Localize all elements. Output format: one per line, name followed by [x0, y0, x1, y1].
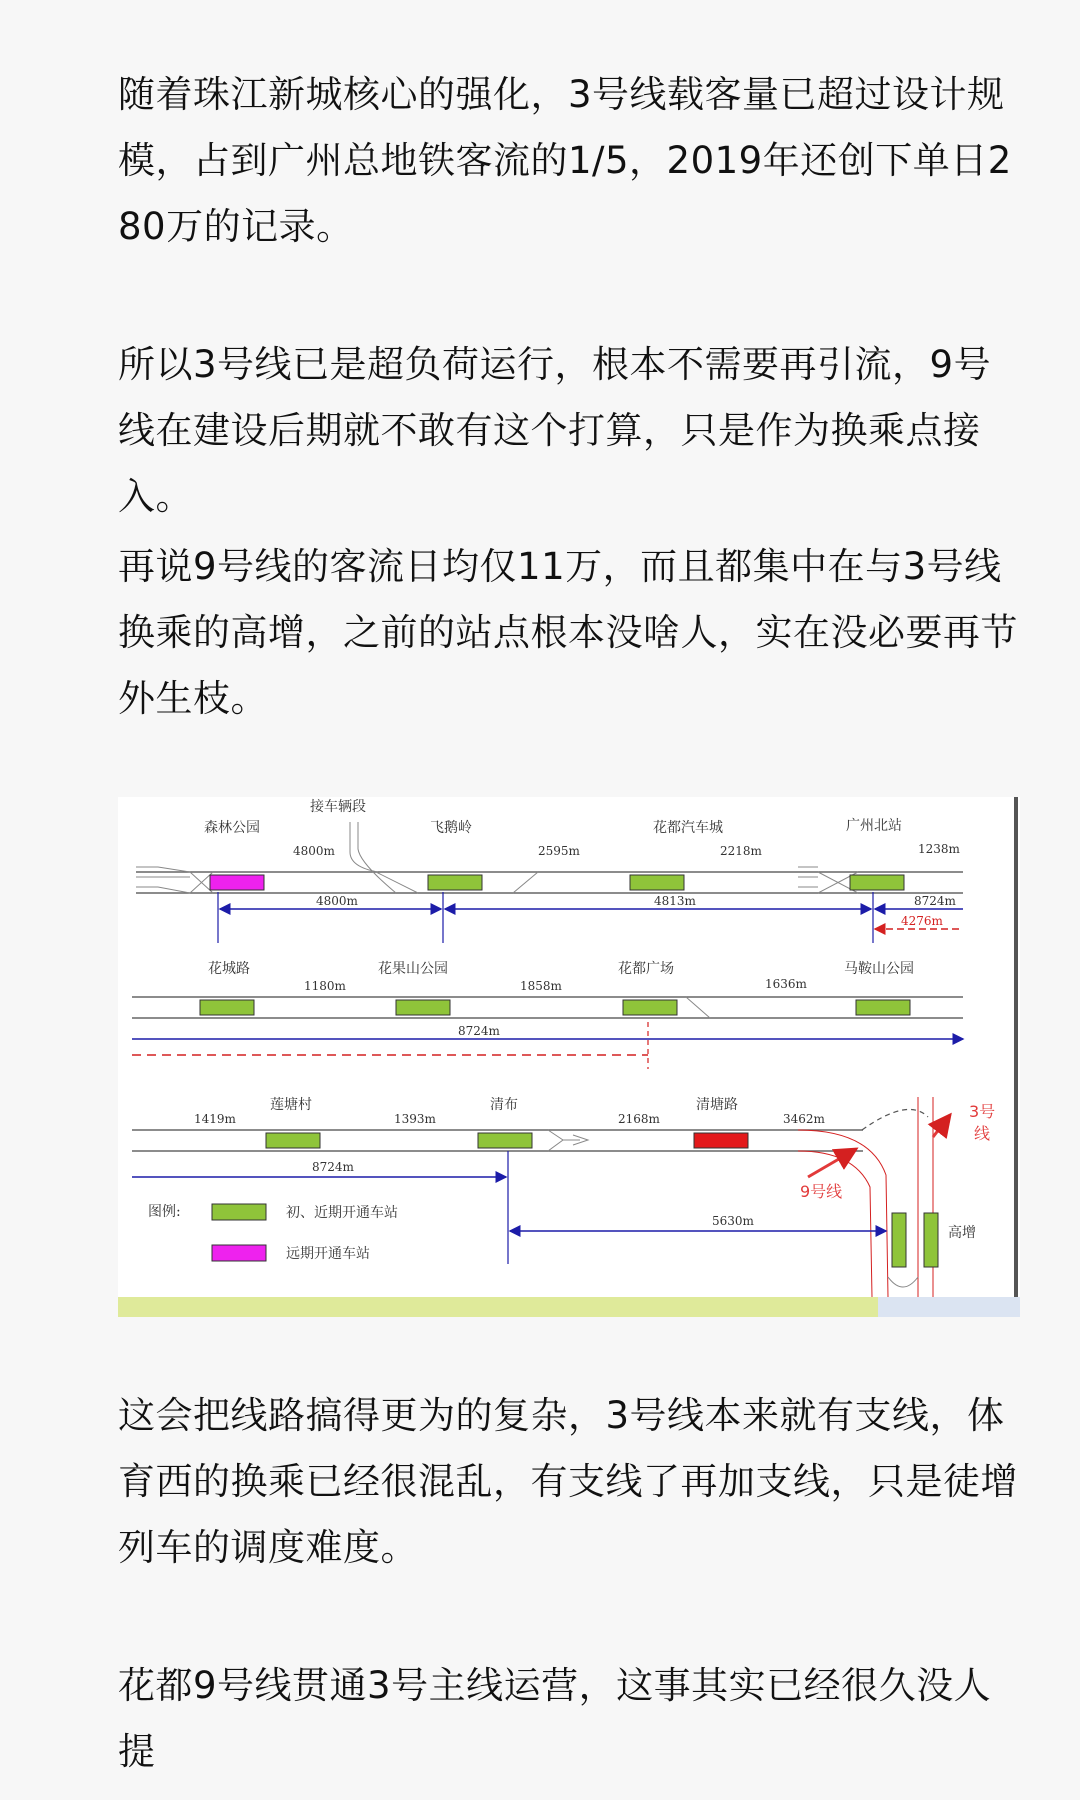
- station-maanshan: [856, 1000, 910, 1015]
- loop: [888, 1277, 918, 1287]
- dist-label: 1858m: [520, 979, 562, 993]
- station-huaduguangchang: [623, 1000, 677, 1015]
- paragraph-2: 所以3号线已是超负荷运行，根本不需要再引流，9号线在建设后期就不敢有这个打算，只是作为换乘点接入。: [118, 343, 992, 518]
- station-label-maanshan: 马鞍山公园: [844, 961, 914, 977]
- station-label-qingtanglu: 清塘路: [696, 1097, 738, 1113]
- bottom-band: [118, 1297, 878, 1317]
- station-huachenglu: [200, 1000, 254, 1015]
- dim-label: 4800m: [316, 894, 358, 908]
- station-label-huaguoshan: 花果山公园: [378, 961, 448, 977]
- station-label-huaduguangchang: 花都广场: [618, 961, 674, 977]
- station-label-gaozeng: 高增: [948, 1225, 976, 1241]
- switch-right: [798, 867, 858, 893]
- switch-left: [136, 867, 213, 893]
- dim-label-red: 4276m: [901, 914, 943, 928]
- dim-label: 8724m: [914, 894, 956, 908]
- row-1: [136, 798, 963, 943]
- station-huaguoshan: [396, 1000, 450, 1015]
- depot-track: [350, 822, 418, 893]
- legend-label-far: 远期开通车站: [286, 1246, 370, 1262]
- dim-label: 5630m: [712, 1214, 754, 1228]
- dist-label: 1419m: [194, 1112, 236, 1126]
- depot-label: 接车辆段: [310, 799, 366, 815]
- metro-line-diagram: [118, 797, 1020, 1317]
- station-label-huaduqichecheng: 花都汽车城: [653, 820, 723, 836]
- station-label-liantangcun: 莲塘村: [270, 1097, 312, 1113]
- bottom-band-right: [878, 1297, 1020, 1317]
- legend-swatch-far: [212, 1245, 266, 1261]
- dist-label: 2218m: [720, 844, 762, 858]
- dist-label: 2168m: [618, 1112, 660, 1126]
- paragraph-3: 再说9号线的客流日均仅11万，而且都集中在与3号线换乘的高增，之前的站点根本没啥人，实在没必要再节外生枝。: [118, 545, 1018, 720]
- dist-label: 3462m: [783, 1112, 825, 1126]
- station-gaozeng-3: [924, 1213, 938, 1267]
- dist-label: 2595m: [538, 844, 580, 858]
- dist-label: 1393m: [394, 1112, 436, 1126]
- station-label-senlin: 森林公园: [204, 820, 260, 836]
- line9-label: 9号线: [800, 1182, 843, 1201]
- line3-label-bottom: 线: [974, 1124, 991, 1143]
- dist-label: 4800m: [293, 844, 335, 858]
- dist-label: 1238m: [918, 842, 960, 856]
- station-qingbu: [478, 1133, 532, 1148]
- line3-arrow: [933, 1115, 950, 1137]
- legend-label-near: 初、近期开通车站: [286, 1205, 398, 1221]
- crossover: [686, 997, 710, 1018]
- diagram-svg: [118, 797, 1020, 1317]
- station-label-guangzhoubei: 广州北站: [846, 818, 902, 834]
- station-guangzhoubei: [850, 875, 904, 890]
- station-senlin-far: [210, 875, 264, 890]
- legend-title: 图例:: [148, 1204, 181, 1220]
- dim-label: 4813m: [654, 894, 696, 908]
- dist-label: 1636m: [765, 977, 807, 991]
- station-label-feieling: 飞鹅岭: [430, 820, 472, 836]
- row-2: [132, 960, 963, 1069]
- dim-label: 8724m: [458, 1024, 500, 1038]
- dim-label: 8724m: [312, 1160, 354, 1174]
- dist-label: 1180m: [304, 979, 346, 993]
- station-liantangcun: [266, 1133, 320, 1148]
- line9-curve: [798, 1151, 872, 1297]
- line3-label-top: 3号: [969, 1102, 996, 1121]
- legend-swatch-near: [212, 1204, 266, 1220]
- station-huaduqichecheng: [630, 875, 684, 890]
- station-label-qingbu: 清布: [490, 1097, 518, 1113]
- station-qingtanglu-red: [694, 1133, 748, 1148]
- row-3: [132, 1096, 995, 1297]
- station-feieling: [428, 875, 482, 890]
- figure-border: [1014, 797, 1018, 1297]
- paragraph-4: 这会把线路搞得更为的复杂，3号线本来就有支线，体育西的换乘已经很混乱，有支线了再加支线，只是徒增列车的调度难度。: [118, 1394, 1018, 1569]
- station-label-huachenglu: 花城路: [208, 961, 250, 977]
- station-gaozeng-9: [892, 1213, 906, 1267]
- crossover: [513, 872, 538, 893]
- legend: [148, 1204, 398, 1262]
- switch: [548, 1130, 588, 1151]
- paragraph-1: 随着珠江新城核心的强化，3号线载客量已超过设计规模，占到广州总地铁客流的1/5，2019年还创下单日280万的记录。: [118, 73, 1012, 248]
- paragraph-5: 花都9号线贯通3号主线运营，这事其实已经很久没人提: [118, 1664, 992, 1773]
